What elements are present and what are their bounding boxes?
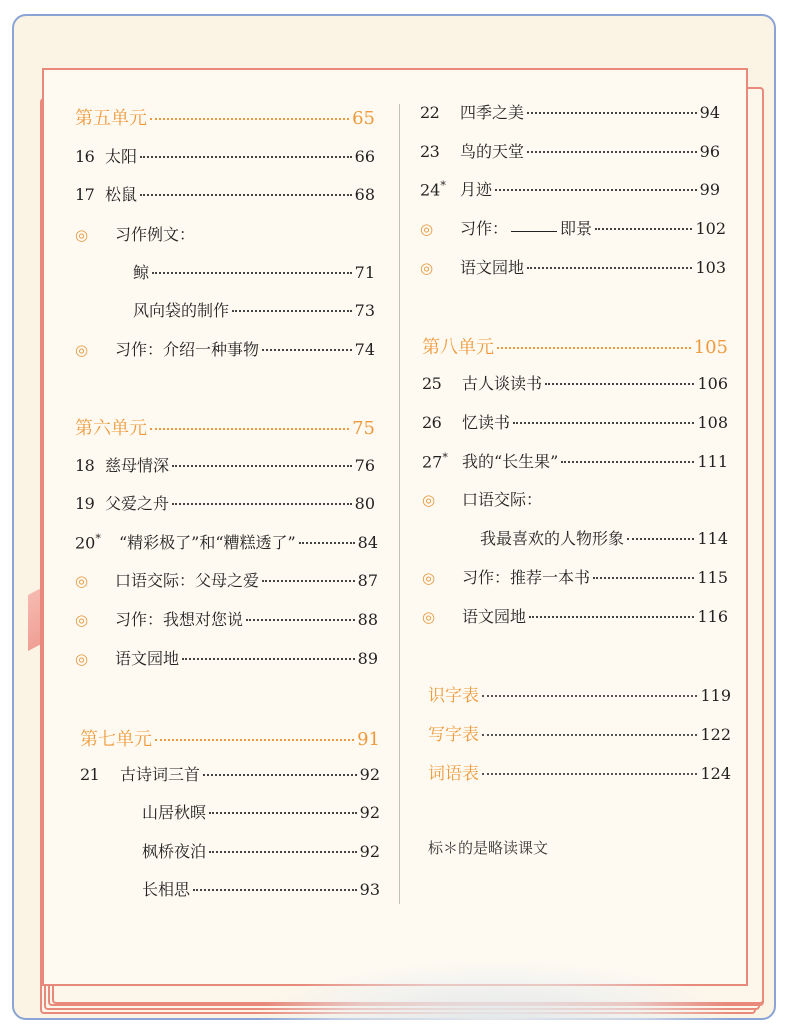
leader-dots bbox=[529, 616, 694, 618]
lesson-number: 21 bbox=[80, 765, 100, 784]
leader-dots bbox=[262, 349, 352, 351]
circle-bullet-icon: ◎ bbox=[75, 341, 89, 359]
lesson-number-wrap bbox=[422, 451, 462, 471]
leader-dots bbox=[232, 310, 352, 312]
page-number: 92 bbox=[359, 803, 380, 822]
toc-unit-6[interactable] bbox=[75, 414, 375, 440]
leader-dots bbox=[299, 542, 355, 544]
leader-dots bbox=[482, 734, 697, 736]
leader-dots bbox=[627, 538, 694, 540]
lesson-title: 慈母情深 bbox=[105, 456, 170, 475]
page-number: 92 bbox=[359, 765, 380, 784]
lesson-number-wrap bbox=[75, 532, 119, 552]
circle-bullet-icon: ◎ bbox=[420, 259, 434, 277]
leader-dots bbox=[182, 658, 355, 660]
leader-dots bbox=[150, 428, 349, 430]
leader-dots bbox=[482, 773, 697, 775]
toc-subentry-jing[interactable] bbox=[133, 260, 375, 283]
entry-title: 山居秋暝 bbox=[142, 803, 207, 822]
skim-star: * bbox=[440, 178, 446, 192]
page-number: 87 bbox=[357, 571, 378, 590]
entry-title: 语文园地 bbox=[460, 258, 525, 277]
leader-dots bbox=[209, 812, 357, 814]
circle-bullet-icon: ◎ bbox=[75, 226, 89, 244]
toc-subentry-poem-1[interactable] bbox=[142, 800, 380, 823]
page-number: 103 bbox=[695, 258, 726, 277]
page-number: 108 bbox=[697, 413, 728, 432]
lesson-title: 古人谈读书 bbox=[462, 374, 543, 393]
lesson-number: 18 bbox=[75, 456, 95, 475]
page-number: 122 bbox=[700, 725, 731, 744]
toc-unit-8[interactable] bbox=[422, 333, 728, 359]
toc-entry-writing-8[interactable] bbox=[422, 565, 728, 588]
lesson-title: 月迹 bbox=[460, 180, 493, 199]
page-number: 105 bbox=[693, 337, 728, 358]
toc-entry-chinese-garden-8[interactable] bbox=[422, 604, 728, 627]
skim-star: * bbox=[442, 450, 448, 464]
page-number: 84 bbox=[357, 533, 378, 552]
fill-in-blank bbox=[511, 231, 557, 232]
leader-dots bbox=[595, 228, 692, 230]
toc-entry-writing-5[interactable] bbox=[75, 337, 375, 360]
mountain-decoration bbox=[260, 960, 730, 1020]
entry-title-b: 即景 bbox=[560, 219, 593, 238]
toc-entry-19[interactable] bbox=[75, 491, 375, 514]
page-number: 93 bbox=[359, 880, 380, 899]
entry-title: 鲸 bbox=[133, 263, 150, 282]
leader-dots bbox=[593, 577, 694, 579]
toc-entry-chinese-garden-7[interactable] bbox=[420, 255, 726, 278]
toc-entry-char-writing-table[interactable] bbox=[428, 720, 731, 745]
toc-subentry-oral-8[interactable] bbox=[480, 526, 728, 549]
unit-title: 第六单元 bbox=[75, 418, 147, 439]
page-number: 92 bbox=[359, 842, 380, 861]
entry-title: 词语表 bbox=[428, 764, 479, 784]
entry-title: 枫桥夜泊 bbox=[142, 842, 207, 861]
leader-dots bbox=[140, 156, 352, 158]
lesson-title: 古诗词三首 bbox=[120, 765, 201, 784]
unit-title: 第七单元 bbox=[80, 729, 152, 750]
toc-entry-writing-examples[interactable] bbox=[75, 222, 195, 245]
skim-reading-note: 标＊的是略读课文 bbox=[428, 839, 549, 857]
lesson-number: 19 bbox=[75, 494, 95, 513]
lesson-number: 22 bbox=[420, 103, 440, 122]
page-number: 76 bbox=[354, 456, 375, 475]
toc-entry-21[interactable] bbox=[80, 762, 380, 785]
page-number: 102 bbox=[695, 219, 726, 238]
lesson-title: 父爱之舟 bbox=[105, 494, 170, 513]
lesson-title: 松鼠 bbox=[105, 185, 138, 204]
toc-entry-oral-8[interactable] bbox=[422, 487, 542, 510]
entry-title: 写字表 bbox=[428, 725, 479, 745]
entry-title: 识字表 bbox=[428, 686, 479, 706]
leader-dots bbox=[495, 189, 697, 191]
toc-entry-23[interactable] bbox=[420, 139, 720, 162]
entry-title: 长相思 bbox=[142, 880, 191, 899]
page-number: 68 bbox=[354, 185, 375, 204]
page-number: 89 bbox=[357, 649, 378, 668]
lesson-title: 太阳 bbox=[105, 147, 138, 166]
page-number: 80 bbox=[354, 494, 375, 513]
toc-entry-24[interactable] bbox=[420, 177, 720, 200]
page-number: 65 bbox=[352, 108, 375, 129]
leader-dots bbox=[140, 194, 352, 196]
entry-title: 习作：推荐一本书 bbox=[462, 568, 591, 587]
page-number: 96 bbox=[699, 142, 720, 161]
toc-subentry-poem-2[interactable] bbox=[142, 839, 380, 862]
lesson-number-wrap bbox=[420, 179, 460, 199]
entry-title: 风向袋的制作 bbox=[133, 301, 230, 320]
toc-entry-27[interactable] bbox=[422, 449, 728, 472]
toc-entry-18[interactable] bbox=[75, 453, 375, 476]
circle-bullet-icon: ◎ bbox=[420, 220, 434, 238]
toc-subentry-windsock[interactable] bbox=[133, 298, 375, 321]
leader-dots bbox=[527, 151, 697, 153]
lesson-number: 23 bbox=[420, 142, 440, 161]
page-number: 88 bbox=[357, 610, 378, 629]
page-number: 94 bbox=[699, 103, 720, 122]
leader-dots bbox=[262, 580, 355, 582]
unit-title: 第五单元 bbox=[75, 108, 147, 129]
page-number: 73 bbox=[354, 301, 375, 320]
toc-entry-20[interactable] bbox=[75, 530, 378, 553]
page-number: 106 bbox=[697, 374, 728, 393]
leader-dots bbox=[482, 695, 697, 697]
toc-entry-vocabulary-table[interactable] bbox=[428, 759, 731, 784]
lesson-title: 忆读书 bbox=[462, 413, 511, 432]
circle-bullet-icon: ◎ bbox=[75, 611, 89, 629]
entry-title: 语文园地 bbox=[462, 607, 527, 626]
entry-title: 我最喜欢的人物形象 bbox=[480, 529, 625, 548]
lesson-number: 17 bbox=[75, 185, 95, 204]
circle-bullet-icon: ◎ bbox=[422, 491, 436, 509]
page-number: 71 bbox=[354, 263, 375, 282]
lesson-title: “精彩极了”和“糟糕透了” bbox=[119, 533, 296, 552]
page-number: 116 bbox=[697, 607, 728, 626]
toc-entry-17[interactable] bbox=[75, 182, 375, 205]
entry-title: 语文园地 bbox=[115, 649, 180, 668]
leader-dots bbox=[513, 422, 694, 424]
toc-entry-oral-6[interactable] bbox=[75, 568, 378, 591]
leader-dots bbox=[497, 347, 691, 349]
entry-title: 口语交际：父母之爱 bbox=[115, 571, 260, 590]
lesson-number: 16 bbox=[75, 147, 95, 166]
page-number: 115 bbox=[697, 568, 728, 587]
page-number: 114 bbox=[697, 529, 728, 548]
leader-dots bbox=[203, 774, 357, 776]
leader-dots bbox=[172, 503, 352, 505]
entry-title: 口语交际： bbox=[462, 490, 543, 509]
lesson-number: 26 bbox=[422, 413, 442, 432]
skim-star: * bbox=[95, 531, 101, 545]
lesson-number: 27 bbox=[422, 452, 443, 471]
toc-entry-char-recognition-table[interactable] bbox=[428, 681, 731, 706]
page-number: 74 bbox=[354, 340, 375, 359]
entry-title: 习作：我想对您说 bbox=[115, 610, 244, 629]
toc-entry-writing-6[interactable] bbox=[75, 607, 378, 630]
leader-dots bbox=[150, 118, 349, 120]
leader-dots bbox=[155, 739, 354, 741]
circle-bullet-icon: ◎ bbox=[422, 608, 436, 626]
page-number: 66 bbox=[354, 147, 375, 166]
toc-entry-26[interactable] bbox=[422, 410, 728, 433]
page-number: 111 bbox=[697, 452, 728, 471]
toc-entry-writing-7[interactable] bbox=[420, 216, 726, 239]
circle-bullet-icon: ◎ bbox=[75, 572, 89, 590]
lesson-number: 24 bbox=[420, 180, 441, 199]
lesson-title: 四季之美 bbox=[460, 103, 525, 122]
page-number: 91 bbox=[357, 729, 380, 750]
entry-title: 习作：介绍一种事物 bbox=[115, 340, 260, 359]
toc-subentry-poem-3[interactable] bbox=[142, 877, 380, 900]
toc-unit-5[interactable] bbox=[75, 104, 375, 130]
leader-dots bbox=[527, 267, 692, 269]
toc-entry-16[interactable] bbox=[75, 144, 375, 167]
leader-dots bbox=[545, 383, 694, 385]
lesson-title: 我的“长生果” bbox=[462, 452, 559, 471]
lesson-number: 25 bbox=[422, 374, 442, 393]
lesson-number: 20 bbox=[75, 533, 96, 552]
toc-entry-22[interactable] bbox=[420, 100, 720, 123]
page-number: 124 bbox=[700, 764, 731, 783]
circle-bullet-icon: ◎ bbox=[75, 650, 89, 668]
toc-entry-25[interactable] bbox=[422, 371, 728, 394]
leader-dots bbox=[193, 889, 357, 891]
leader-dots bbox=[172, 465, 352, 467]
page-number: 119 bbox=[700, 686, 731, 705]
unit-title: 第八单元 bbox=[422, 337, 494, 358]
entry-title: 习作例文： bbox=[115, 225, 196, 244]
leader-dots bbox=[561, 461, 694, 463]
page-number: 75 bbox=[352, 418, 375, 439]
leader-dots bbox=[209, 851, 357, 853]
toc-entry-chinese-garden-6[interactable] bbox=[75, 646, 378, 669]
column-divider bbox=[399, 104, 400, 904]
entry-title-a: 习作： bbox=[460, 219, 509, 238]
circle-bullet-icon: ◎ bbox=[422, 569, 436, 587]
leader-dots bbox=[152, 272, 352, 274]
page-number: 99 bbox=[699, 180, 720, 199]
lesson-title: 鸟的天堂 bbox=[460, 142, 525, 161]
leader-dots bbox=[527, 112, 697, 114]
toc-unit-7[interactable] bbox=[80, 725, 380, 751]
leader-dots bbox=[246, 619, 355, 621]
